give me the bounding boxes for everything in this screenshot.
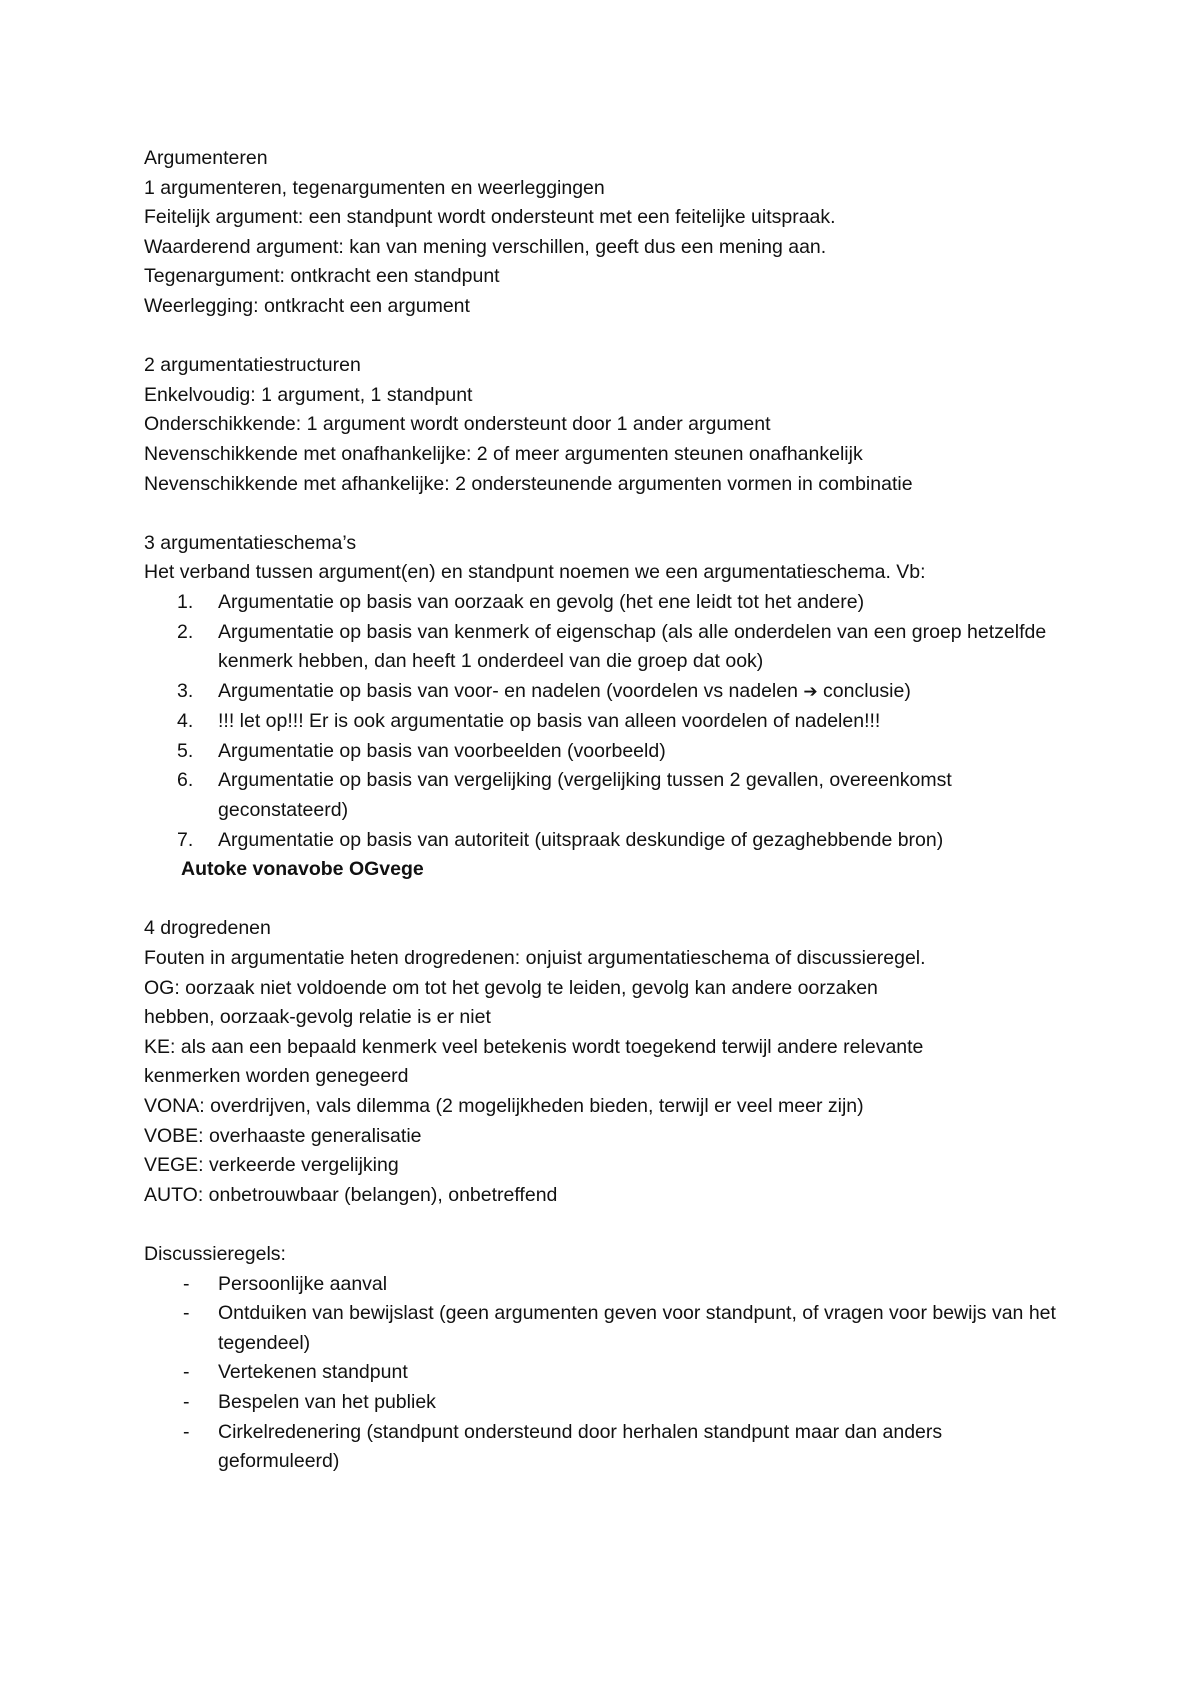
list-item <box>144 707 1064 737</box>
list-item-text: Argumentatie op basis van oorzaak en gevolg (het ene leidt tot het andere) <box>218 590 865 613</box>
list-number: 1. <box>177 590 194 613</box>
section-2-line: Nevenschikkende met afhankelijke: 2 ondersteunende argumenten vormen in combinatie <box>144 472 913 495</box>
section-4-line: VEGE: verkeerde vergelijking <box>144 1154 399 1177</box>
document-body <box>144 144 1064 1477</box>
dash-bullet: - <box>183 1420 190 1443</box>
list-number: 5. <box>177 739 194 762</box>
discussion-rules-list <box>144 1270 1064 1477</box>
list-item <box>144 1270 1064 1300</box>
list-item-text: Bespelen van het publiek <box>218 1390 436 1413</box>
section-5-heading: Discussieregels: <box>144 1242 286 1265</box>
list-number: 7. <box>177 828 194 851</box>
list-item-text: !!! let op!!! Er is ook argumentatie op basis van alleen voordelen of nadelen!!! <box>218 710 881 733</box>
list-item-text: Argumentatie op basis van autoriteit (uitspraak deskundige of gezaghebbende bron) <box>218 828 944 851</box>
list-item-text: Argumentatie op basis van vergelijking (vergelijking tussen 2 gevallen, overeenkomst geconstateerd) <box>218 769 952 822</box>
section-2-line: Nevenschikkende met onafhankelijke: 2 of meer argumenten steunen onafhankelijk <box>144 442 863 465</box>
list-item <box>144 1388 1064 1418</box>
list-item <box>144 588 1064 618</box>
list-item <box>144 1358 1064 1388</box>
list-item-text: Argumentatie op basis van kenmerk of eigenschap (als alle onderdelen van een groep hetzelfde kenmerk hebben, dan heeft 1 onderdeel van die groep dat ook) <box>218 620 1047 673</box>
list-item <box>144 1418 1064 1477</box>
section-1-heading: 1 argumenteren, tegenargumenten en weerleggingen <box>144 176 605 199</box>
list-number: 6. <box>177 769 194 792</box>
section-4-line: AUTO: onbetrouwbaar (belangen), onbetreffend <box>144 1183 558 1206</box>
section-3-intro: Het verband tussen argument(en) en standpunt noemen we een argumentatieschema. Vb: <box>144 561 926 584</box>
section-4-line: VOBE: overhaaste generalisatie <box>144 1124 422 1147</box>
section-4-heading: 4 drogredenen <box>144 917 271 940</box>
list-item-text: Vertekenen standpunt <box>218 1361 408 1384</box>
list-number: 4. <box>177 710 194 733</box>
list-item-text: Cirkelredenering (standpunt ondersteund door herhalen standpunt maar dan anders geformuleerd) <box>218 1420 943 1473</box>
list-item-text: Persoonlijke aanval <box>218 1272 388 1295</box>
list-item-text: conclusie) <box>817 679 911 702</box>
section-2-line: Enkelvoudig: 1 argument, 1 standpunt <box>144 383 473 406</box>
list-item <box>144 618 1064 677</box>
list-number: 3. <box>177 679 194 702</box>
document-title: Argumenteren <box>144 147 268 169</box>
mnemonic: Autoke vonavobe OGvege <box>181 858 424 881</box>
section-4-line: KE: als aan een bepaald kenmerk veel betekenis wordt toegekend terwijl andere relevante <box>144 1035 924 1058</box>
list-item <box>144 737 1064 767</box>
list-item-text: Ontduiken van bewijslast (geen argumenten geven voor standpunt, of vragen voor bewijs van het tegendeel) <box>218 1302 1056 1354</box>
section-4-line: kenmerken worden genegeerd <box>144 1065 409 1088</box>
paragraph-gap <box>144 322 1064 352</box>
list-item <box>144 766 1064 825</box>
list-item <box>144 1299 1064 1358</box>
list-item <box>144 677 1064 708</box>
list-item <box>144 826 1064 856</box>
section-4-line: OG: oorzaak niet voldoende om tot het gevolg te leiden, gevolg kan andere oorzaken <box>144 976 878 999</box>
section-4-line: Fouten in argumentatie heten drogredenen: onjuist argumentatieschema of discussieregel. <box>144 947 926 970</box>
schema-list <box>144 588 1064 855</box>
section-3-heading: 3 argumentatieschema’s <box>144 531 357 554</box>
dash-bullet: - <box>183 1272 190 1295</box>
list-number: 2. <box>177 620 194 643</box>
section-1-line: Tegenargument: ontkracht een standpunt <box>144 265 500 288</box>
dash-bullet: - <box>183 1390 190 1413</box>
section-4-line: hebben, oorzaak-gevolg relatie is er niet <box>144 1006 491 1029</box>
arrow-right-icon: ➔ <box>803 681 818 702</box>
list-item-text: Argumentatie op basis van voor- en nadelen (voordelen vs nadelen <box>218 679 804 702</box>
section-2-line: Onderschikkende: 1 argument wordt ondersteunt door 1 ander argument <box>144 413 771 436</box>
list-item-text: Argumentatie op basis van voorbeelden (voorbeeld) <box>218 739 666 762</box>
section-4-line: VONA: overdrijven, vals dilemma (2 mogelijkheden bieden, terwijl er veel meer zijn) <box>144 1095 864 1117</box>
paragraph-gap <box>144 499 1064 529</box>
section-1-line: Feitelijk argument: een standpunt wordt ondersteunt met een feitelijke uitspraak. <box>144 206 836 229</box>
section-2-heading: 2 argumentatiestructuren <box>144 354 361 377</box>
section-1-line: Waarderend argument: kan van mening verschillen, geeft dus een mening aan. <box>144 235 827 258</box>
section-1-line: Weerlegging: ontkracht een argument <box>144 294 470 317</box>
paragraph-gap <box>144 1210 1064 1240</box>
dash-bullet: - <box>183 1361 190 1384</box>
paragraph-gap <box>144 885 1064 915</box>
dash-bullet: - <box>183 1302 190 1325</box>
